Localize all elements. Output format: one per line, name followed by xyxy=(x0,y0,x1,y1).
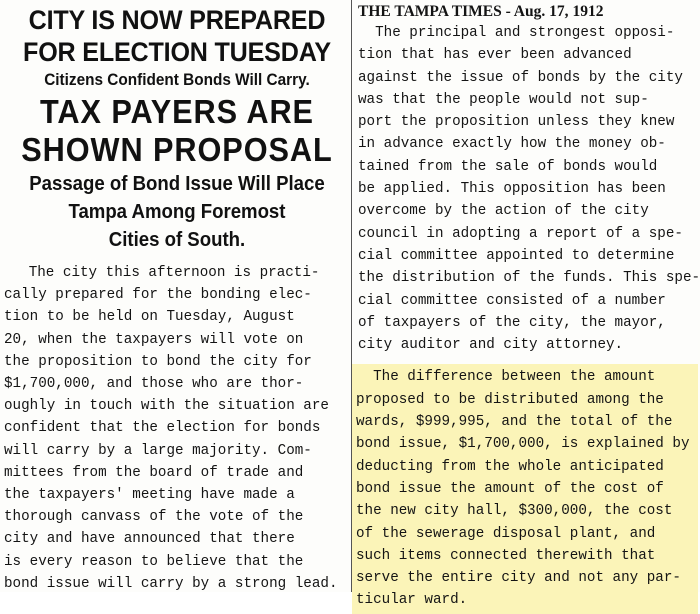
headline-line-3: TAX PAYERS ARE xyxy=(39,93,314,130)
text-line: tion to be held on Tuesday, August xyxy=(4,308,295,326)
text-line: city auditor and city attorney. xyxy=(358,336,624,354)
deck-line-1: Passage of Bond Issue Will Place xyxy=(29,173,325,195)
text-line: be applied. This opposition has been xyxy=(358,180,666,198)
text-line: tion that has ever been advanced xyxy=(358,46,632,64)
text-line: in advance exactly how the money ob- xyxy=(358,135,666,153)
text-line: cally prepared for the bonding elec- xyxy=(4,286,312,304)
article-left-column xyxy=(4,4,350,595)
text-line: overcome by the action of the city xyxy=(358,202,649,220)
text-line: The principal and strongest opposi- xyxy=(375,24,675,41)
headline-line-4: SHOWN PROPOSAL xyxy=(21,131,333,168)
text-line: confident that the election for bonds xyxy=(4,419,321,437)
left-body-text xyxy=(4,262,350,595)
subheadline-deck: Citizens Confident Bonds Will Carry. xyxy=(44,71,310,89)
text-line: city and have announced that there xyxy=(4,530,295,548)
dateline: THE TAMPA TIMES - Aug. 17, 1912 xyxy=(358,3,604,20)
headline-line-1: CITY IS NOW PREPARED xyxy=(28,5,326,35)
text-line: port the proposition unless they knew xyxy=(358,113,675,131)
text-line: the distribution of the funds. This spe- xyxy=(358,269,700,287)
deck-line-2: Tampa Among Foremost xyxy=(68,201,286,223)
text-line: bond issue the amount of the cost of xyxy=(356,479,664,497)
text-line: bond issue will carry by a strong lead. xyxy=(4,574,338,592)
text-line: oughly in touch with the situation are xyxy=(4,397,329,415)
text-line: wards, $999,995, and the total of the xyxy=(356,413,673,431)
highlighted-paragraph xyxy=(352,364,698,613)
text-line: against the issue of bonds by the city xyxy=(358,68,683,86)
text-line: the taxpayers' meeting have made a xyxy=(4,486,295,504)
text-line: proposed to be distributed among the xyxy=(356,390,664,408)
text-line: deducting from the whole anticipated xyxy=(356,457,664,475)
text-line: was that the people would not sup- xyxy=(358,90,649,108)
text-line: serve the entire city and not any par- xyxy=(356,569,681,587)
text-line: council in adopting a report of a spe- xyxy=(358,224,683,242)
article-right-column xyxy=(356,2,700,614)
text-line: of the sewerage disposal plant, and xyxy=(356,524,656,542)
right-body-text xyxy=(356,22,700,614)
text-line: mittees from the board of trade and xyxy=(4,463,304,481)
deck-line-3: Cities of South. xyxy=(108,229,246,251)
text-line: The city this afternoon is practi- xyxy=(28,264,320,281)
headline-line-2: FOR ELECTION TUESDAY xyxy=(23,37,331,67)
text-line: such items connected therewith that xyxy=(356,546,656,564)
text-line: cial committee consisted of a number xyxy=(358,291,666,309)
text-line: thorough canvass of the vote of the xyxy=(4,508,304,526)
text-line: the proposition to bond the city for xyxy=(4,352,312,370)
text-line: cial committee appointed to determine xyxy=(358,246,675,264)
text-line: 20, when the taxpayers will vote on xyxy=(4,330,304,348)
text-line: tained from the sale of bonds would xyxy=(358,157,658,175)
text-line: $1,700,000, and those who are thor- xyxy=(4,375,304,393)
text-line: the new city hall, $300,000, the cost xyxy=(356,502,673,520)
text-line: is every reason to believe that the xyxy=(4,552,304,570)
text-line: of taxpayers of the city, the mayor, xyxy=(358,313,666,331)
text-line: bond issue, $1,700,000, is explained by xyxy=(356,435,690,453)
text-line: will carry by a large majority. Com- xyxy=(4,441,312,459)
text-line: ticular ward. xyxy=(356,591,468,609)
text-line: The difference between the amount xyxy=(373,368,656,386)
